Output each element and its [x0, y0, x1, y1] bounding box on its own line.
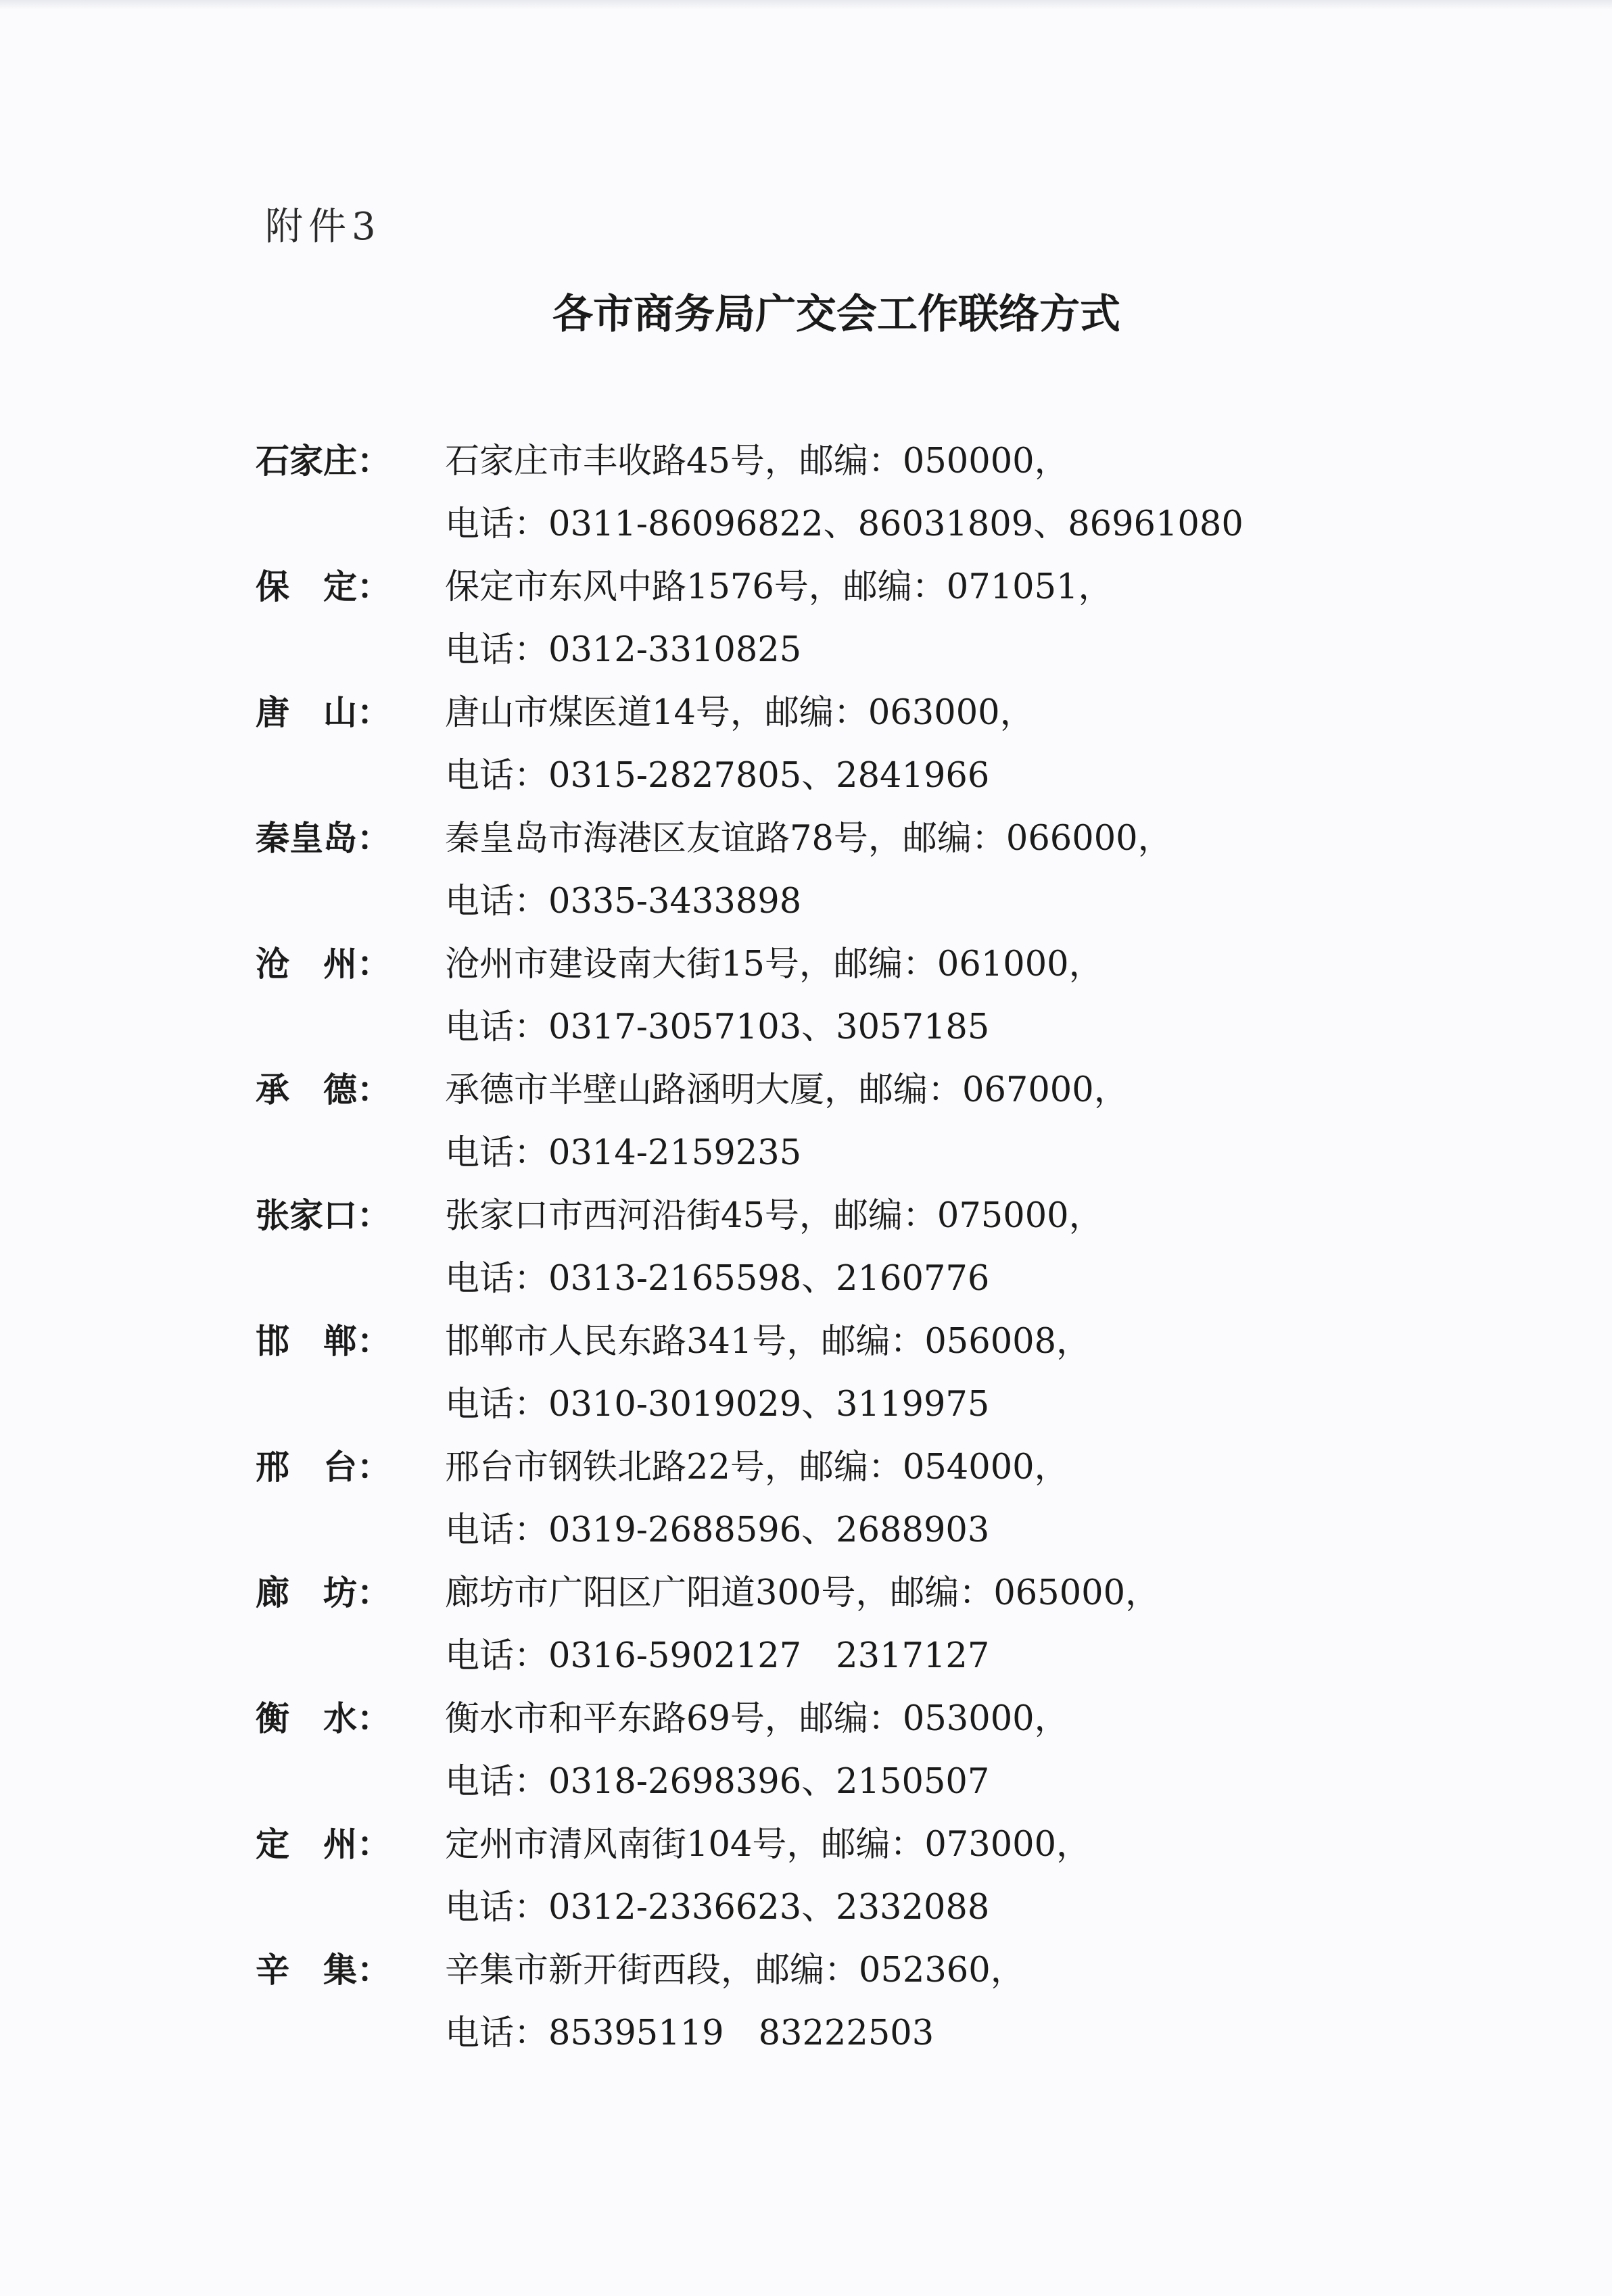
- address-line: 定州市清风南街104号，邮编：073000，: [445, 1825, 1091, 1865]
- contact-entry: [256, 1310, 1540, 1436]
- phone-line: 电话：0335-3433898: [445, 882, 802, 922]
- address-line: 张家口市西河沿街45号，邮编：075000，: [445, 1196, 1104, 1236]
- city-name: 唐 山：: [256, 693, 391, 732]
- city-name: 衡 水：: [256, 1699, 391, 1738]
- address-line: 邯郸市人民东路341号，邮编：056008，: [445, 1322, 1091, 1362]
- city-name: 秦皇岛：: [256, 819, 391, 858]
- city-name: 承 德：: [256, 1070, 391, 1109]
- contact-details: [445, 1185, 1540, 1310]
- contact-details: [445, 1059, 1540, 1185]
- contact-entry: [256, 1436, 1540, 1562]
- attachment-label: 附件3: [265, 205, 381, 249]
- contact-details: [445, 933, 1540, 1059]
- contact-entry: [256, 1939, 1540, 2065]
- phone-line: 电话：85395119 83222503: [445, 2013, 934, 2053]
- contact-entry: [256, 1813, 1540, 1939]
- address-line: 邢台市钢铁北路22号，邮编：054000，: [445, 1448, 1069, 1487]
- city-name: 石家庄：: [256, 441, 391, 481]
- contact-entry: [256, 807, 1540, 933]
- contact-entry: [256, 933, 1540, 1059]
- contact-details: [445, 807, 1540, 933]
- phone-line: 电话：0311-86096822、86031809、86961080: [445, 504, 1243, 544]
- address-line: 石家庄市丰收路45号，邮编：050000，: [445, 441, 1069, 481]
- phone-line: 电话：0312-3310825: [445, 630, 802, 670]
- address-line: 承德市半壁山路涵明大厦，邮编：067000，: [445, 1070, 1129, 1110]
- city-name: 保 定：: [256, 567, 391, 606]
- contact-details: [445, 681, 1540, 807]
- contact-details: [445, 556, 1540, 681]
- phone-line: 电话：0317-3057103、3057185: [445, 1007, 990, 1047]
- phone-line: 电话：0316-5902127 2317127: [445, 1636, 990, 1676]
- city-name: 定 州：: [256, 1825, 391, 1864]
- address-line: 辛集市新开街西段，邮编：052360，: [445, 1951, 1025, 1990]
- phone-line: 电话：0313-2165598、2160776: [445, 1259, 990, 1299]
- address-line: 唐山市煤医道14号，邮编：063000，: [445, 693, 1035, 733]
- phone-line: 电话：0318-2698396、2150507: [445, 1762, 990, 1802]
- contact-details: [445, 1562, 1540, 1688]
- contact-entry: [256, 1562, 1540, 1688]
- contact-entry: [256, 1185, 1540, 1310]
- contact-details: [445, 1813, 1540, 1939]
- address-line: 沧州市建设南大街15号，邮编：061000，: [445, 944, 1104, 984]
- phone-line: 电话：0319-2688596、2688903: [445, 1510, 990, 1550]
- phone-line: 电话：0310-3019029、3119975: [445, 1385, 990, 1425]
- phone-line: 电话：0314-2159235: [445, 1133, 802, 1173]
- contact-details: [445, 430, 1540, 556]
- phone-line: 电话：0312-2336623、2332088: [445, 1888, 990, 1928]
- address-line: 衡水市和平东路69号，邮编：053000，: [445, 1699, 1069, 1739]
- contact-entry: [256, 556, 1540, 681]
- city-name: 辛 集：: [256, 1951, 391, 1990]
- city-name: 张家口：: [256, 1196, 391, 1235]
- contact-list: [256, 430, 1540, 2065]
- scan-edge-shadow: [0, 0, 1612, 9]
- contact-entry: [256, 430, 1540, 556]
- document-title: 各市商务局广交会工作联络方式: [552, 291, 1120, 338]
- contact-details: [445, 1436, 1540, 1562]
- city-name: 沧 州：: [256, 944, 391, 984]
- city-name: 廊 坊：: [256, 1573, 391, 1612]
- address-line: 廊坊市广阳区广阳道300号，邮编：065000，: [445, 1573, 1160, 1613]
- city-name: 邯 郸：: [256, 1322, 391, 1361]
- phone-line: 电话：0315-2827805、2841966: [445, 756, 990, 796]
- city-name: 邢 台：: [256, 1448, 391, 1487]
- contact-details: [445, 1310, 1540, 1436]
- address-line: 秦皇岛市海港区友谊路78号，邮编：066000，: [445, 819, 1172, 859]
- contact-entry: [256, 681, 1540, 807]
- contact-entry: [256, 1688, 1540, 1813]
- address-line: 保定市东风中路1576号，邮编：071051，: [445, 567, 1113, 607]
- contact-details: [445, 1688, 1540, 1813]
- contact-entry: [256, 1059, 1540, 1185]
- contact-details: [445, 1939, 1540, 2065]
